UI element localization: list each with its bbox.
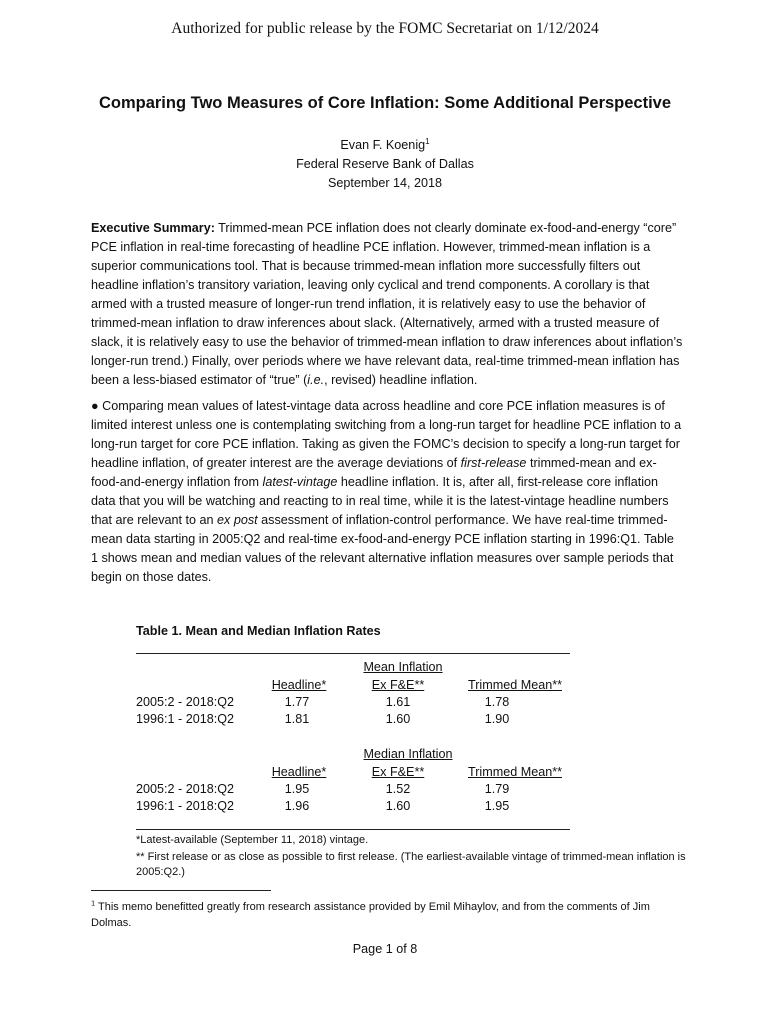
- footnote: [91, 899, 676, 931]
- release-notice: Authorized for public release by the FOMC Secretariat on 1/12/2024: [171, 20, 599, 37]
- median-row-0-exfe: 1.52: [385, 782, 411, 796]
- median-col-trimmed: Trimmed Mean**: [467, 765, 563, 779]
- executive-summary-label: Executive Summary:: [91, 221, 215, 235]
- author-block: [0, 136, 770, 193]
- median-col-exfe: Ex F&E**: [371, 765, 425, 779]
- mean-heading: Mean Inflation: [363, 660, 443, 674]
- bullet-italic-latest-vintage: latest-vintage: [262, 475, 338, 489]
- median-heading: Median Inflation: [363, 747, 453, 761]
- table-top-rule: [136, 653, 570, 654]
- executive-summary-text-end: , revised) headline inflation.: [324, 373, 478, 387]
- table-title: Table 1. Mean and Median Inflation Rates: [136, 624, 381, 638]
- mean-row-1-trimmed: 1.90: [484, 712, 510, 726]
- mean-col-trimmed: Trimmed Mean**: [467, 678, 563, 692]
- table-note-headline: *Latest-available (September 11, 2018) vintage.: [136, 834, 369, 846]
- executive-summary: [91, 219, 683, 390]
- median-row-0-trimmed: 1.79: [484, 782, 510, 796]
- median-row-0-headline: 1.95: [284, 782, 310, 796]
- bullet-italic-ex-post: ex post: [217, 513, 258, 527]
- executive-summary-text: Trimmed-mean PCE inflation does not clearly dominate ex-food-and-energy “core” PCE inflation in real-time forecasting of headline PCE inflation. However, trimmed-mean inflation is a superior communications tool. That is because trimmed-mean inflation more successfully filters out headline inflation’s transitory variation, leaving only cyclical and trend components. A corollary is that armed with a trusted measure of longer-run trend inflation, it is relatively easy to use the behavior of trimmed-mean inflation to draw inferences about slack. (Alternatively, armed with a trusted measure of slack, it is relatively easy to use the behavior of trimmed-mean inflation to draw inferences about inflation’s longer-run trend.) Finally, over periods where we have relevant data, real-time trimmed-mean inflation has been a less-biased estimator of “true” (: [91, 221, 683, 387]
- author-name: Evan F. Koenig: [340, 138, 426, 152]
- mean-row-0-exfe: 1.61: [385, 695, 411, 709]
- mean-col-exfe: Ex F&E**: [371, 678, 425, 692]
- mean-row-0-period: 2005:2 - 2018:Q2: [136, 695, 235, 709]
- table-note-first-release: ** First release or as close as possible to first release. (The earliest-available vintage of trimmed-mean inflation is 2005:Q2.): [136, 851, 686, 878]
- bullet-text-part1: Comparing mean values of latest-vintage data across headline and core PCE inflation measures is of limited interest unless one is contemplating switching from a long-run target for headline PCE inflation to a long-run target for core PCE inflation. Taking as given the FOMC’s decision to specify a long-run target for headline inflation, of greater interest are the average deviations of: [91, 399, 682, 470]
- mean-row-1-period: 1996:1 - 2018:Q2: [136, 712, 235, 726]
- median-row-1-period: 1996:1 - 2018:Q2: [136, 799, 235, 813]
- author-affiliation: Federal Reserve Bank of Dallas: [296, 157, 474, 171]
- bullet-glyph: ●: [91, 399, 99, 413]
- mean-col-headline: Headline*: [271, 678, 327, 692]
- mean-row-0-trimmed: 1.78: [484, 695, 510, 709]
- mean-row-1-headline: 1.81: [284, 712, 310, 726]
- document-date: September 14, 2018: [327, 176, 443, 190]
- table-bottom-rule: [136, 829, 570, 830]
- footnote-mark: 1: [91, 898, 96, 908]
- footnote-text: This memo benefitted greatly from research assistance provided by Emil Mihaylov, and from the comments of Jim Dolmas.: [91, 901, 650, 929]
- bullet-text-part4: assessment of inflation-control performance. We have real-time trimmed-mean data starting in 2005:Q2 and real-time ex-food-and-energy PCE inflation starting in 1996:Q1. Table 1 shows mean and median values of the relevant alternative inflation measures over sample periods that begin on those dates.: [91, 513, 674, 584]
- footnote-divider: [91, 890, 271, 891]
- bullet-text-part2: trimmed-mean and ex-food-and-energy inflation from: [91, 456, 657, 489]
- page-number: Page 1 of 8: [352, 942, 418, 956]
- median-row-1-headline: 1.96: [284, 799, 310, 813]
- mean-row-0-headline: 1.77: [284, 695, 310, 709]
- median-row-1-trimmed: 1.95: [484, 799, 510, 813]
- document-title: Comparing Two Measures of Core Inflation: Some Additional Perspective: [98, 94, 672, 112]
- median-col-headline: Headline*: [271, 765, 327, 779]
- median-row-1-exfe: 1.60: [385, 799, 411, 813]
- mean-row-1-exfe: 1.60: [385, 712, 411, 726]
- bullet-italic-first-release: first-release: [460, 456, 527, 470]
- author-name-line: [0, 136, 770, 155]
- median-row-0-period: 2005:2 - 2018:Q2: [136, 782, 235, 796]
- bullet-text-part3: headline inflation. It is, after all, first-release core inflation data that you will be watching and reacting to in real time, while it is the latest-vintage headline numbers that are relevant to an: [91, 475, 669, 527]
- author-footnote-mark: 1: [425, 136, 430, 146]
- bullet-paragraph: [91, 397, 683, 587]
- executive-summary-ie: i.e.: [307, 373, 325, 387]
